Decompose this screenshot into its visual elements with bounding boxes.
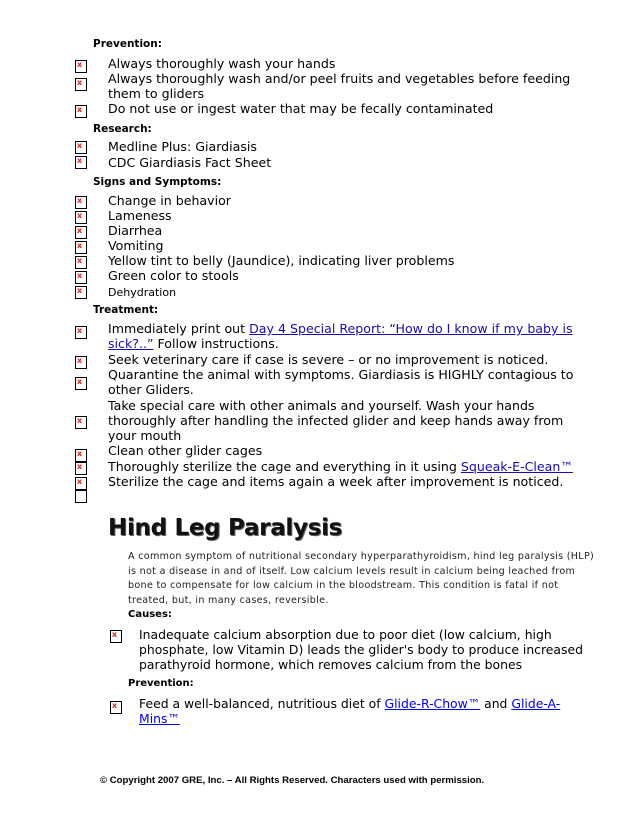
checkbox-icon[interactable]: x [75,78,87,90]
symptom-item: Vomiting [108,238,164,253]
treatment-item: Quarantine the animal with symptoms. Giardiasis is HIGHLY contagious to other Gliders. [108,367,574,398]
checkbox-icon[interactable]: x [75,377,87,389]
glide-r-chow-link[interactable]: Glide-R-Chow™ [384,696,481,711]
checkbox-icon[interactable]: x [75,356,87,368]
squeak-e-clean-link[interactable]: Squeak-E-Clean™ [460,459,573,474]
checkbox-icon[interactable]: x [75,271,87,283]
symptom-item: Yellow tint to belly (Jaundice), indicating liver problems [108,253,455,268]
prevention-item: Always thoroughly wash and/or peel fruits and vegetables before feeding them to gliders [108,71,571,102]
item-text: Follow instructions. [153,336,279,352]
signs-heading: Signs and Symptoms: [93,176,222,188]
treatment-item: Take special care with other animals and yourself. Wash your hands thoroughly after handling the infected glider and keep hands away from your mouth [108,398,564,444]
causes-item: Inadequate calcium absorption due to poor diet (low calcium, high phosphate, low Vitamin D) leads the glider's body to produce increased parathyroid hormone, which removes calcium from the bones [139,627,583,673]
treatment-item: Sterilize the cage and items again a week after improvement is noticed. [108,474,564,489]
checkbox-icon[interactable]: x [75,196,87,208]
checkbox-icon[interactable]: x [75,156,87,168]
item-text: Feed a well-balanced, nutritious diet of [139,696,385,711]
checkbox-icon[interactable]: x [75,286,87,298]
research-item: Medline Plus: Giardiasis [108,139,257,154]
checkbox-icon[interactable]: x [75,326,87,338]
prevention-heading: Prevention: [93,38,162,50]
glide-a-mins-link[interactable]: Glide-A-Mins™ [139,696,561,727]
checkbox-icon[interactable]: x [75,211,87,223]
section-paragraph: A common symptom of nutritional secondary hyperparathyroidism, hind leg paralysis (HLP) is not a disease in and of itself. Low calcium levels result in calcium being leached from bone to compensate for low calcium in the bloodstream. This condition is fatal if not treated, but, in many cases, reversible. [128,551,595,606]
checkbox-icon[interactable]: x [75,477,87,489]
checkbox-icon[interactable]: x [75,60,87,72]
symptom-item: Diarrhea [108,223,163,238]
symptom-item: Lameness [108,208,172,223]
item-text: Thoroughly sterilize the cage and everything in it using [108,459,461,474]
treatment-item [108,459,588,474]
checkbox-icon[interactable]: x [110,630,122,642]
item-text: and [480,696,512,711]
treatment-item: Seek veterinary care if case is severe – or no improvement is noticed. [108,352,549,367]
checkbox-icon[interactable]: x [75,256,87,268]
prevention-heading: Prevention: [128,678,194,689]
copyright-footer: © Copyright 2007 GRE, Inc. – All Rights Reserved. Characters used with permission. [100,775,485,786]
special-report-link[interactable]: Day 4 Special Report: “How do I know if my baby is sick?..” [108,321,573,352]
treatment-item [108,321,588,351]
checkbox-icon[interactable]: x [75,462,87,474]
checkbox-icon[interactable]: x [75,105,87,117]
symptom-item: Change in behavior [108,193,231,208]
checkbox-icon[interactable] [75,490,87,502]
item-text: Immediately print out [108,321,250,336]
research-item: CDC Giardiasis Fact Sheet [108,155,272,170]
prevention-item: Always thoroughly wash your hands [108,56,336,71]
checkbox-icon[interactable]: x [75,141,87,153]
checkbox-icon[interactable]: x [75,241,87,253]
research-heading: Research: [93,123,152,135]
symptom-item: Dehydration [108,286,177,299]
checkbox-icon[interactable]: x [75,449,87,461]
treatment-heading: Treatment: [93,304,159,316]
section-title: Hind Leg Paralysis [108,515,343,541]
prevention-item: Do not use or ingest water that may be fecally contaminated [108,101,494,116]
treatment-item: Clean other glider cages [108,443,263,458]
checkbox-icon[interactable]: x [75,416,87,428]
checkbox-icon[interactable]: x [75,226,87,238]
causes-heading: Causes: [128,609,172,620]
checkbox-icon[interactable]: x [110,701,122,713]
prevention-item [139,696,589,726]
symptom-item: Green color to stools [108,268,239,283]
